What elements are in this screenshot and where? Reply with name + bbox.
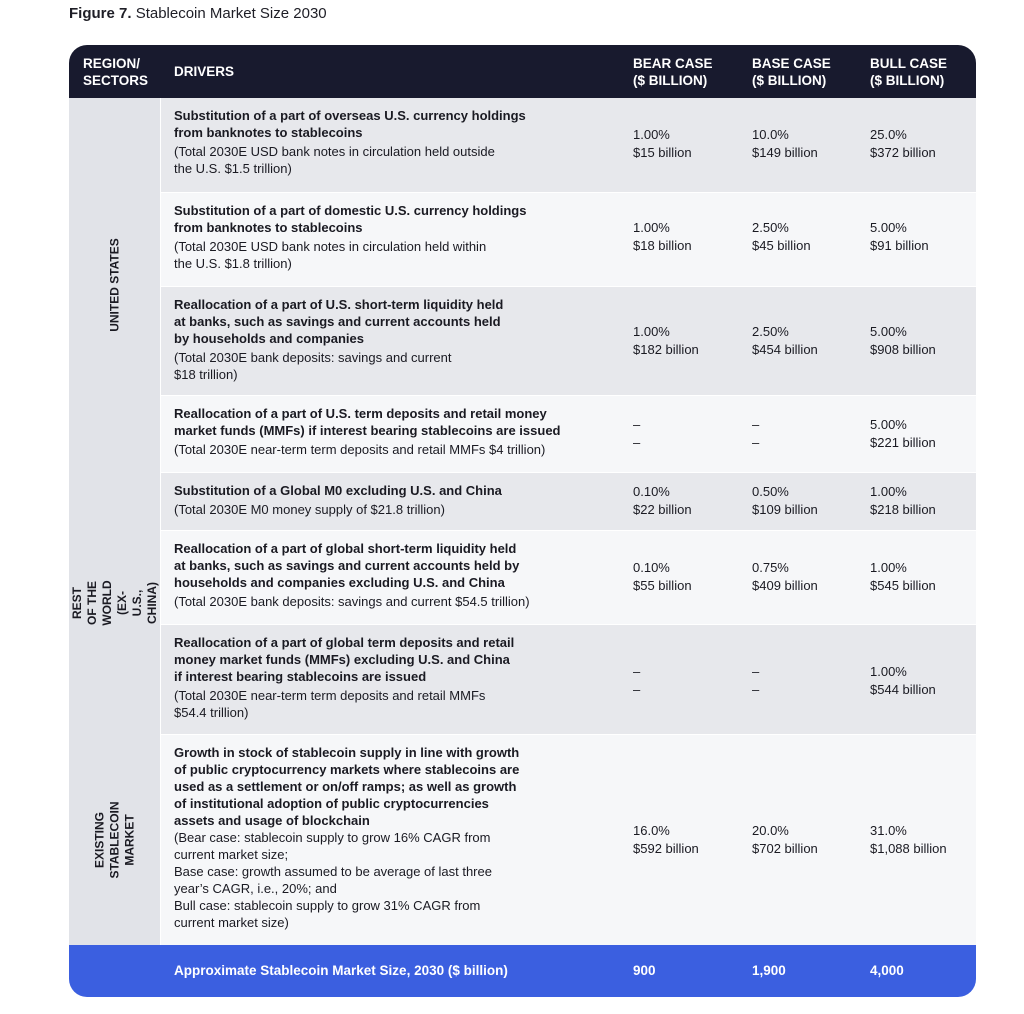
region-rest-of-world <box>69 472 161 734</box>
driver-cell <box>174 107 614 177</box>
driver-title: Reallocation of a part of U.S. term deposits and retail money market funds (MMFs) if interest bearing stablecoins are issued <box>174 406 561 438</box>
region-united-states <box>69 98 161 472</box>
driver-cell <box>174 202 614 272</box>
footer-base-total: 1,900 <box>752 963 786 978</box>
region-label: EXISTING STABLECOIN MARKET <box>92 800 136 879</box>
table-header <box>69 45 976 98</box>
driver-note: (Total 2030E bank deposits: savings and current $18 trillion) <box>174 350 452 382</box>
base-value: 0.50% $109 billion <box>752 484 818 517</box>
bull-value: 5.00% $221 billion <box>870 417 936 450</box>
driver-note: (Total 2030E USD bank notes in circulation held within the U.S. $1.8 trillion) <box>174 239 487 271</box>
base-value: 20.0% $702 billion <box>752 823 818 856</box>
figure-label: Figure 7. <box>69 5 132 22</box>
bear-value: 1.00% $18 billion <box>633 220 692 253</box>
footer-bull-total: 4,000 <box>870 963 904 978</box>
header-drivers: DRIVERS <box>174 64 235 79</box>
base-value: – – <box>752 664 760 697</box>
bear-value: 1.00% $15 billion <box>633 127 692 160</box>
table-row <box>161 735 976 945</box>
driver-cell <box>174 634 614 721</box>
table-footer-total <box>69 945 976 997</box>
driver-cell <box>174 482 614 518</box>
driver-note: (Total 2030E near-term term deposits and retail MMFs $54.4 trillion) <box>174 688 486 720</box>
bear-value: 1.00% $182 billion <box>633 324 699 357</box>
table-row <box>161 625 976 734</box>
driver-note: (Total 2030E M0 money supply of $21.8 trillion) <box>174 502 445 517</box>
driver-title: Reallocation of a part of global short-term liquidity held at banks, such as savings and current accounts held by households and companies excluding U.S. and China <box>174 541 520 590</box>
bear-value: 0.10% $55 billion <box>633 560 692 593</box>
driver-title: Substitution of a part of overseas U.S. currency holdings from banknotes to stablecoins <box>174 108 526 140</box>
table-row <box>161 98 976 192</box>
bull-value: 5.00% $91 billion <box>870 220 929 253</box>
driver-title: Reallocation of a part of global term deposits and retail money market funds (MMFs) excluding U.S. and China if interest bearing stablecoins are issued <box>174 635 515 684</box>
driver-title: Growth in stock of stablecoin supply in line with growth of public cryptocurrency markets where stablecoins are used as a settlement or on/off ramps; as well as growth of institutional adoption of public cryptocurrencies assets and usage of blockchain <box>174 745 520 828</box>
base-value: – – <box>752 417 760 450</box>
driver-note: (Total 2030E bank deposits: savings and current $54.5 trillion) <box>174 594 530 609</box>
bull-value: 5.00% $908 billion <box>870 324 936 357</box>
driver-cell <box>174 540 614 610</box>
table-row <box>161 531 976 624</box>
footer-label: Approximate Stablecoin Market Size, 2030 ($ billion) <box>174 963 508 978</box>
header-bull-case: BULL CASE ($ BILLION) <box>870 56 948 88</box>
region-label: UNITED STATES <box>107 238 121 332</box>
bull-value: 25.0% $372 billion <box>870 127 936 160</box>
driver-title: Reallocation of a part of U.S. short-term liquidity held at banks, such as savings and current accounts held by households and companies <box>174 297 504 346</box>
bear-value: 16.0% $592 billion <box>633 823 699 856</box>
header-region: REGION/ SECTORS <box>83 56 149 88</box>
bull-value: 1.00% $544 billion <box>870 664 936 697</box>
driver-title: Substitution of a Global M0 excluding U.S. and China <box>174 483 502 498</box>
driver-cell <box>174 405 614 458</box>
bear-value: 0.10% $22 billion <box>633 484 692 517</box>
base-value: 10.0% $149 billion <box>752 127 818 160</box>
bull-value: 1.00% $545 billion <box>870 560 936 593</box>
region-existing-market <box>69 734 161 945</box>
base-value: 2.50% $454 billion <box>752 324 818 357</box>
figure-caption: Stablecoin Market Size 2030 <box>135 5 327 22</box>
driver-note: (Total 2030E near-term term deposits and retail MMFs $4 trillion) <box>174 442 546 457</box>
market-size-table <box>69 45 976 997</box>
driver-title: Substitution of a part of domestic U.S. currency holdings from banknotes to stablecoins <box>174 203 527 235</box>
base-value: 2.50% $45 billion <box>752 220 811 253</box>
bear-value: – – <box>633 664 641 697</box>
bull-value: 1.00% $218 billion <box>870 484 936 517</box>
table-row <box>161 473 976 530</box>
header-bear-case: BEAR CASE ($ BILLION) <box>633 56 713 88</box>
bull-value: 31.0% $1,088 billion <box>870 823 947 856</box>
driver-cell <box>174 744 614 931</box>
footer-bear-total: 900 <box>633 963 656 978</box>
figure-title <box>69 5 327 22</box>
bear-value: – – <box>633 417 641 450</box>
header-base-case: BASE CASE ($ BILLION) <box>752 56 831 88</box>
table-row <box>161 193 976 286</box>
driver-note: (Bear case: stablecoin supply to grow 16% CAGR from current market size; Base case: growth assumed to be average of last three year’s CAGR, i.e., 20%; and Bull case: stablecoin supply to grow 31% CAGR from current market size) <box>174 830 492 930</box>
table-row <box>161 287 976 395</box>
base-value: 0.75% $409 billion <box>752 560 818 593</box>
driver-cell <box>174 296 614 383</box>
region-label: REST OF THE WORLD (EX-U.S., CHINA) <box>69 580 159 626</box>
driver-note: (Total 2030E USD bank notes in circulation held outside the U.S. $1.5 trillion) <box>174 144 495 176</box>
table-row <box>161 396 976 472</box>
